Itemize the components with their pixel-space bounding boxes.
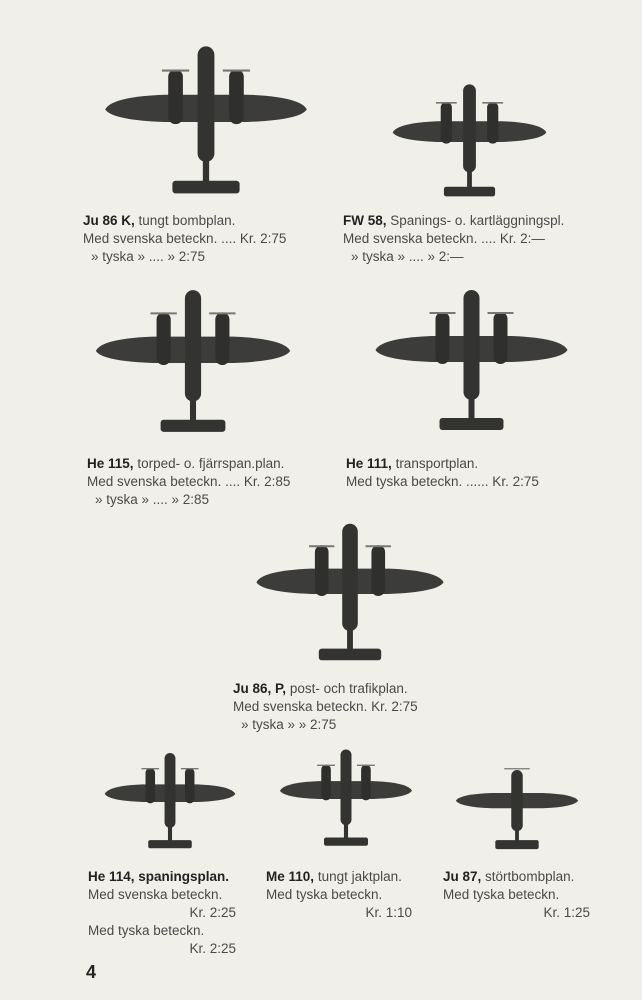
- fw58-image: [372, 78, 567, 206]
- price-line: Kr. 2:25: [189, 905, 236, 920]
- model-desc: tungt bombplan.: [138, 213, 236, 228]
- caption-he115: [87, 455, 290, 509]
- he114-image: [102, 746, 238, 858]
- caption-ju86k: [83, 212, 325, 266]
- ju86p-image: [248, 516, 452, 672]
- model-name: FW 58,: [343, 213, 387, 228]
- price-line: Med svenska beteckn. Kr. 2:75: [233, 699, 418, 714]
- price-line: Med tyska beteckn.: [443, 887, 560, 902]
- page-number: 4: [86, 962, 97, 982]
- model-desc: post- och trafikplan.: [289, 681, 408, 696]
- price-line: Med svenska beteckn. .... Kr. 2:85: [87, 474, 291, 489]
- price-line: Kr. 1:10: [365, 905, 412, 920]
- ju86k-image: [100, 38, 312, 206]
- price-line: Med tyska beteckn. ...... Kr. 2:75: [346, 474, 539, 489]
- price-line: » tyska » .... » 2:—: [351, 249, 464, 264]
- caption-he111: [346, 455, 539, 491]
- model-desc: torped- o. fjärrspan.plan.: [137, 456, 285, 471]
- caption-me110: [266, 868, 412, 922]
- price-line: » tyska » .... » 2:75: [91, 249, 206, 264]
- model-name: He 115,: [87, 456, 134, 471]
- price-line: Med tyska beteckn.: [88, 923, 205, 938]
- model-name: Me 110,: [266, 869, 315, 884]
- price-line: Med svenska beteckn. .... Kr. 2:—: [343, 231, 545, 246]
- model-name: He 114, spaningsplan.: [88, 869, 230, 884]
- price-line: » tyska » » 2:75: [241, 717, 337, 732]
- model-desc: störtbombplan.: [485, 869, 575, 884]
- model-name: Ju 87,: [443, 869, 482, 884]
- caption-ju87: [443, 868, 590, 922]
- caption-fw58: [343, 212, 588, 266]
- price-line: Med tyska beteckn.: [266, 887, 383, 902]
- price-line: Kr. 2:25: [189, 941, 236, 956]
- model-desc: tungt jaktplan.: [317, 869, 402, 884]
- caption-he114: [88, 868, 236, 958]
- price-line: Med svenska beteckn. .... Kr. 2:75: [83, 231, 287, 246]
- caption-ju86p: [233, 680, 418, 734]
- price-line: Med svenska beteckn.: [88, 887, 223, 902]
- model-desc: Spanings- o. kartläggningspl.: [390, 213, 565, 228]
- price-line: » tyska » .... » 2:85: [95, 492, 210, 507]
- model-desc: transportplan.: [395, 456, 479, 471]
- model-name: He 111,: [346, 456, 392, 471]
- ju87-image: [451, 756, 583, 858]
- model-name: Ju 86, P,: [233, 681, 287, 696]
- me110-image: [267, 744, 425, 854]
- price-line: Kr. 1:25: [543, 905, 590, 920]
- he111-image: [362, 282, 581, 442]
- model-name: Ju 86 K,: [83, 213, 135, 228]
- he115-image: [84, 282, 302, 444]
